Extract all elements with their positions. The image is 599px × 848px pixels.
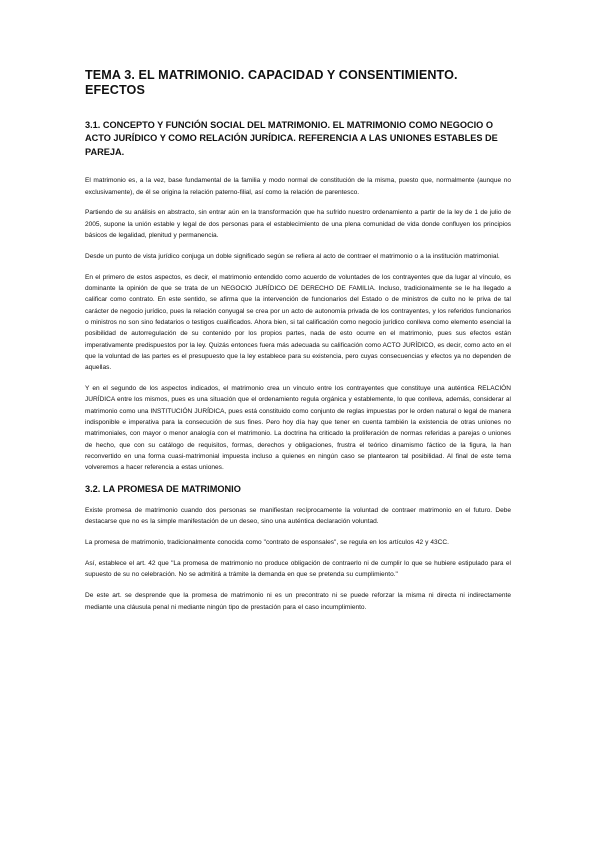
section-heading-3-1: 3.1. CONCEPTO Y FUNCIÓN SOCIAL DEL MATRIMONIO. EL MATRIMONIO COMO NEGOCIO O ACTO JURÍDICO Y COMO RELACIÓN JURÍDICA. REFERENCIA A LAS UNIONES ESTABLES DE PAREJA. — [85, 120, 498, 157]
section-heading-3-2: 3.2. LA PROMESA DE MATRIMONIO — [85, 484, 241, 495]
paragraph: Partiendo de su análisis en abstracto, sin entrar aún en la transformación que ha sufrido nuestro ordenamiento a partir de la ley de 1 de julio de 2005, supone la unión estable y legal de dos personas para el establecimiento de una plena comunidad de vida donde confluyen los principios básicos de legalidad, plenitud y permanencia. — [85, 209, 511, 239]
page-content — [85, 68, 511, 622]
paragraph: Existe promesa de matrimonio cuando dos personas se manifiestan recíprocamente la voluntad de contraer matrimonio en el futuro. Debe destacarse que no es la simple manifestación de un deseo, sino una auténtica declaración voluntad. — [85, 507, 511, 526]
paragraph: Desde un punto de vista jurídico conjuga un doble significado según se refiera al acto de contraer el matrimonio o a la institución matrimonial. — [85, 252, 500, 260]
paragraph: De este art. se desprende que la promesa de matrimonio ni es un precontrato ni se puede reforzar la misma ni directa ni indirectamente mediante una cláusula penal ni mediante ningún tipo de prestación para el caso incumplimiento. — [85, 592, 511, 611]
paragraph: Y en el segundo de los aspectos indicados, el matrimonio crea un vínculo entre los contrayentes que constituye una auténtica RELACIÓN JURÍDICA entre los mismos, pues es una situación que el ordenamiento regula orgánica y establemente, lo que conlleva, además, considerar al matrimonio como una INSTITUCIÓN JURÍDICA, pues está constituido como conjunto de reglas impuestas por le orden natural o legal de manera indisponible e imperativa para la consecución de sus fines. Pero hoy día hay que tener en cuenta también la existencia de otras uniones no matrimoniales, con mayor o menor analogía con el matrimonio. La doctrina ha criticado la proliferación de normas referidas a parejas o uniones de hecho, que con su catálogo de requisitos, formas, derechos y obligaciones, frustra el teórico dinamismo fáctico de la figura, la han reconvertido en una forma cuasi-matrimonial impuesta incluso a quienes en ningún caso se plantearon tal posibilidad. Al final de este tema volveremos a hacer referencia a estas uniones. — [85, 385, 511, 472]
page-title: TEMA 3. EL MATRIMONIO. CAPACIDAD Y CONSENTIMIENTO. EFECTOS — [85, 68, 458, 97]
paragraph: Así, establece el art. 42 que "La promesa de matrimonio no produce obligación de contraerlo ni de cumplir lo que se hubiere estipulado para el supuesto de su no celebración. No se admitirá a trámite la demanda en que se pretenda su cumplimiento." — [85, 560, 511, 579]
paragraph: La promesa de matrimonio, tradicionalmente conocida como "contrato de esponsales", se regula en los artículos 42 y 43CC. — [85, 539, 449, 547]
paragraph: El matrimonio es, a la vez, base fundamental de la familia y modo normal de constitución de la misma, puesto que, normalmente (aunque no exclusivamente), de él se origina la relación paterno-filial, así como la relación de parentesco. — [85, 177, 511, 196]
paragraph: En el primero de estos aspectos, es decir, el matrimonio entendido como acuerdo de voluntades de los contrayentes que da lugar al vínculo, es dominante la opinión de que se trata de un NEGOCIO JURÍDICO DE DERECHO DE FAMILIA. Incluso, tradicionalmente se le ha llegado a calificar como contrato. En este sentido, se afirma que la intervención de funcionarios del Estado o de ministros de culto no le priva de tal carácter de negocio jurídico, pues la relación conyugal se crea por un acto de autonomía privada de los contrayentes, y los referidos funcionarios o ministros no son sino fedatarios o testigos cualificados. Ahora bien, si tal calificación como negocio jurídico conlleva como elemento esencial la posibilidad de autorregulación de su contenido por los propios partes, nada de esto ocurre en el matrimonio, pues sus efectos están imperativamente predispuestos por la ley. Quizás entonces fuera más adecuada su calificación como ACTO JURÍDICO, es decir, como acto en el que la voluntad de las partes es el presupuesto que la ley establece para su existencia, pero cuyas consecuencias y efectos ya no dependen de aquellas. — [85, 273, 511, 372]
